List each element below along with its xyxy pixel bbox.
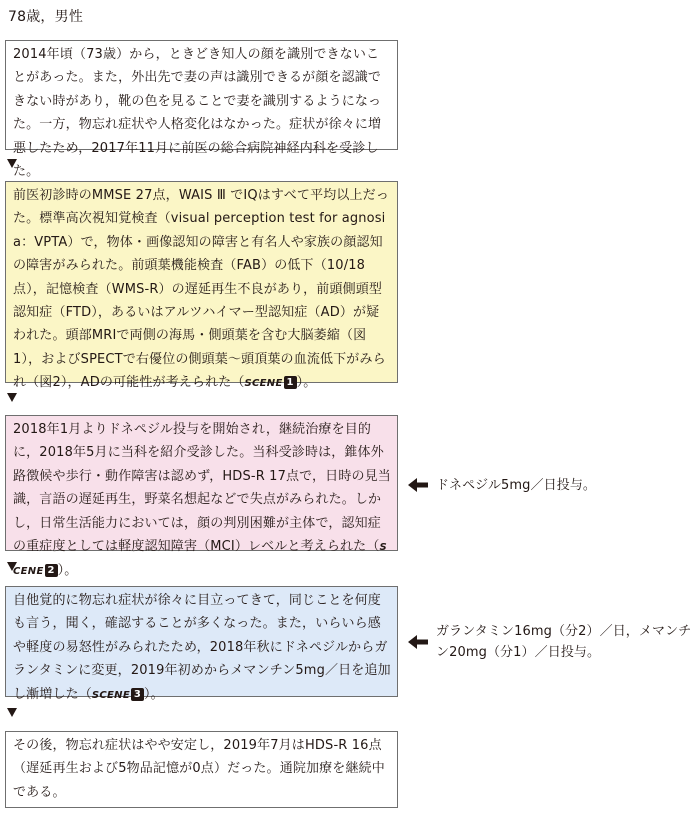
scene-label: SCENE [91,689,130,701]
scene-label: SCENE [13,542,387,578]
step-4-box [5,586,398,702]
step-3-text: 2018年1月よりドネペジル投与を開始され，継続治療を目的に，2018年5月に当科を紹介受診した。当科受診時は，錐体外路徴候や歩行・動作障害は認めず，HDS-R 17点で，日時の見当識，言語の遅延再生，野菜名想起などで失点がみられた。しかし，日常生活能力においては，顔の判別困難が主体で，認知症の重症度としては軽度認知障害（MCI）レベルと考えられた（ [13,422,391,555]
left-arrow-icon [408,478,428,492]
down-triangle-icon [7,159,17,168]
down-triangle-icon [7,393,17,402]
step-4-paragraph [13,589,391,707]
step-3-side-note: ドネペジル5mg／日投与。 [436,478,597,493]
scene-number-badge: 1 [284,376,297,389]
scene-label: SCENE [244,378,283,390]
down-triangle-icon [7,708,17,717]
step-1-text: 2014年頃（73歳）から，ときどき知人の顔を識別できないことがあった。また，外出先で妻の声は識別できるが顔を認識できない時があり，靴の色を見ることで妻を識別するようになった。一方，物忘れ症状や人格変化はなかった。症状が徐々に増悪したため，2017年11月に前医の総合病院神経内科を受診した。 [13,47,382,180]
step-3-box [5,415,398,579]
step-3-suffix: ）。 [57,563,78,579]
step-4-text: 自他覚的に物忘れ症状が徐々に目立ってきて，同じことを何度も言う，聞く，確認することが多くなった。また，いらいら感や軽度の易怒性がみられたため，2018年秋にドネペジルからガランタミンに変更，2019年初めからメマンチン5mg／日を追加し漸増した（ [13,593,391,702]
scene-number-badge: 3 [131,688,144,701]
down-triangle-icon [7,562,17,571]
step-5-text: その後，物忘れ症状はやや安定し，2019年7月はHDS-R 16点（遅延再生および5物品記憶が0点）だった。通院加療を継続中である。 [13,738,385,800]
left-arrow-icon [408,635,428,649]
step-2-paragraph [13,184,391,396]
patient-header: 78歳，男性 [8,9,84,25]
step-1-box [5,40,398,180]
step-2-suffix: ）。 [296,375,317,391]
step-4-suffix: ）。 [143,686,164,702]
step-2-box [5,181,398,391]
step-3-paragraph [13,418,391,584]
step-2-text: 前医初診時のMMSE 27点，WAIS Ⅲ でIQはすべて平均以上だった。標準高次視知覚検査（visual perception test for agnosia：VPTA）で，物体・画像認知の障害と有名人や家族の顔認知の障害がみられた。前頭葉機能検査（FAB）の低下（10/18点），記憶検査（WMS-R）の遅延再生不良があり，前頭側頭型認知症（FTD），あるいはアルツハイマー型認知症（AD）が疑われた。頭部MRIで両側の海馬・側頭葉を含む大脳萎縮（図1），およびSPECTで右優位の側頭葉〜頭頂葉の血流低下がみられ（図2），ADの可能性が考えられた（ [13,188,389,391]
step-4-side-note: ガランタミン16mg（分2）／日，メマンチン20mg（分1）／日投与。 [436,624,692,660]
step-5-box [5,731,398,808]
scene-number-badge: 2 [45,564,58,577]
